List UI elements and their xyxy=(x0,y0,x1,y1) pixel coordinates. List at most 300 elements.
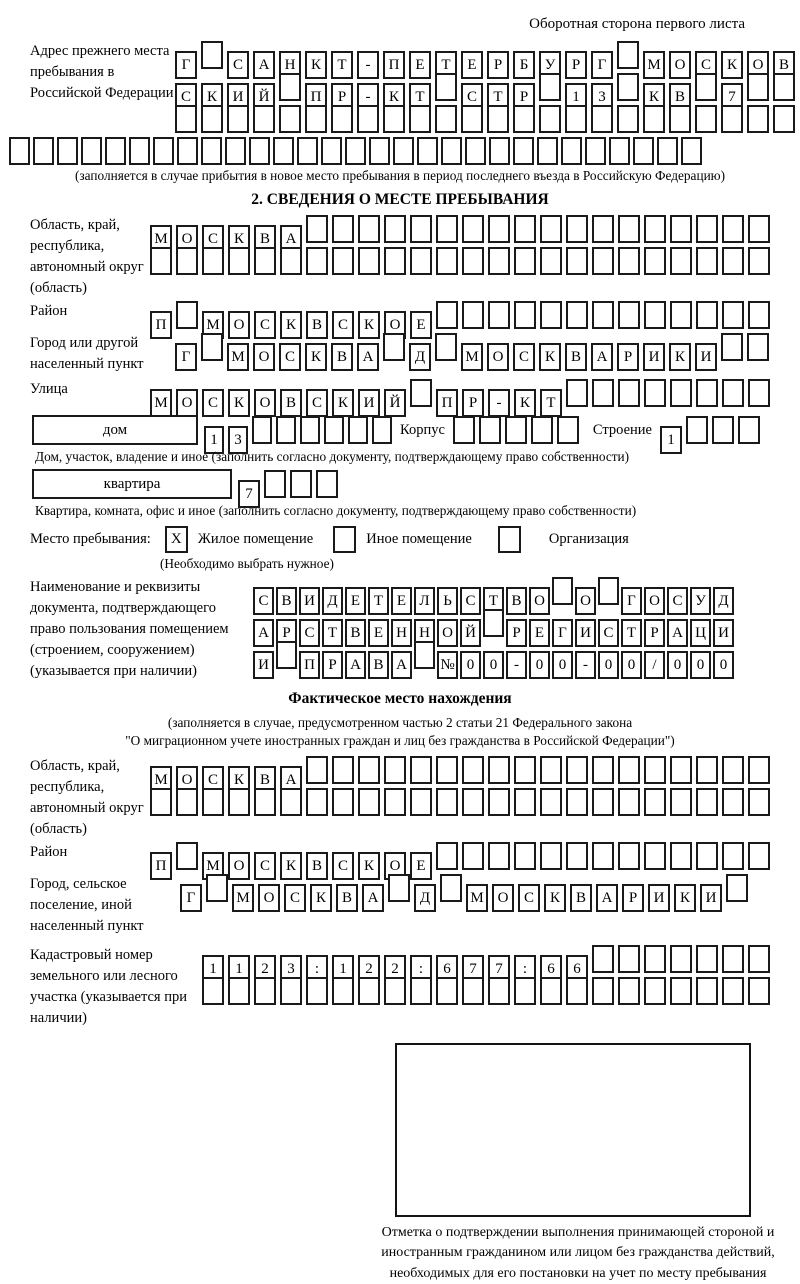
char-box[interactable]: О xyxy=(384,852,406,880)
char-box[interactable] xyxy=(462,788,484,816)
char-box[interactable]: 0 xyxy=(713,651,734,679)
char-box[interactable] xyxy=(773,73,795,101)
char-box[interactable]: М xyxy=(232,884,254,912)
char-box[interactable]: Е xyxy=(410,852,432,880)
checkbox-residential[interactable]: X xyxy=(165,526,188,553)
char-box[interactable] xyxy=(358,977,380,1005)
char-box[interactable]: С xyxy=(279,343,301,371)
char-box[interactable]: М xyxy=(227,343,249,371)
char-box[interactable] xyxy=(566,379,588,407)
char-box[interactable] xyxy=(462,977,484,1005)
char-box[interactable] xyxy=(540,977,562,1005)
char-box[interactable]: С xyxy=(254,852,276,880)
char-box[interactable] xyxy=(332,247,354,275)
char-box[interactable]: Т xyxy=(435,51,457,79)
char-box[interactable] xyxy=(726,874,748,902)
char-box[interactable]: А xyxy=(391,651,412,679)
char-box[interactable] xyxy=(453,416,475,444)
char-box[interactable]: С xyxy=(332,852,354,880)
char-box[interactable]: К xyxy=(305,51,327,79)
char-box[interactable]: У xyxy=(690,587,711,615)
char-box[interactable]: О xyxy=(487,343,509,371)
char-box[interactable] xyxy=(358,788,380,816)
char-box[interactable] xyxy=(273,137,294,165)
char-box[interactable] xyxy=(681,137,702,165)
char-box[interactable] xyxy=(150,247,172,275)
char-box[interactable] xyxy=(176,842,198,870)
char-box[interactable] xyxy=(201,105,223,133)
char-box[interactable] xyxy=(345,137,366,165)
char-box[interactable]: К xyxy=(643,83,665,111)
char-box[interactable] xyxy=(435,333,457,361)
char-box[interactable]: С xyxy=(306,389,328,417)
char-box[interactable]: Й xyxy=(460,619,481,647)
char-box[interactable]: С xyxy=(513,343,535,371)
char-box[interactable] xyxy=(206,874,228,902)
char-box[interactable]: М xyxy=(150,225,172,253)
char-box[interactable] xyxy=(537,137,558,165)
char-box[interactable]: И xyxy=(713,619,734,647)
char-box[interactable]: П xyxy=(383,51,405,79)
char-box[interactable]: : xyxy=(306,955,328,983)
char-box[interactable] xyxy=(332,977,354,1005)
char-box[interactable]: 0 xyxy=(621,651,642,679)
char-box[interactable] xyxy=(565,105,587,133)
char-box[interactable]: 1 xyxy=(228,955,250,983)
char-box[interactable] xyxy=(254,788,276,816)
char-box[interactable]: К xyxy=(310,884,332,912)
char-box[interactable]: Т xyxy=(483,587,504,615)
char-box[interactable] xyxy=(150,788,172,816)
char-box[interactable]: А xyxy=(362,884,384,912)
char-box[interactable]: В xyxy=(506,587,527,615)
char-box[interactable] xyxy=(712,416,734,444)
char-box[interactable] xyxy=(592,215,614,243)
char-box[interactable] xyxy=(252,416,272,444)
char-box[interactable] xyxy=(461,105,483,133)
char-box[interactable] xyxy=(290,470,312,498)
char-box[interactable] xyxy=(300,416,320,444)
char-box[interactable] xyxy=(618,945,640,973)
char-box[interactable] xyxy=(696,215,718,243)
char-box[interactable] xyxy=(384,215,406,243)
house-type-field[interactable]: дом xyxy=(32,415,198,445)
char-box[interactable] xyxy=(748,756,770,784)
char-box[interactable]: О xyxy=(669,51,691,79)
char-box[interactable] xyxy=(358,215,380,243)
char-box[interactable] xyxy=(436,842,458,870)
char-box[interactable]: А xyxy=(253,51,275,79)
char-box[interactable] xyxy=(306,756,328,784)
char-box[interactable]: С xyxy=(695,51,717,79)
char-box[interactable]: - xyxy=(506,651,527,679)
char-box[interactable]: Г xyxy=(621,587,642,615)
char-box[interactable] xyxy=(722,756,744,784)
char-box[interactable] xyxy=(436,301,458,329)
char-box[interactable]: Т xyxy=(331,51,353,79)
char-box[interactable]: О xyxy=(176,766,198,794)
char-box[interactable] xyxy=(436,247,458,275)
char-box[interactable]: А xyxy=(253,619,274,647)
char-box[interactable] xyxy=(227,105,249,133)
char-box[interactable] xyxy=(566,215,588,243)
char-box[interactable] xyxy=(384,977,406,1005)
char-box[interactable] xyxy=(722,842,744,870)
char-box[interactable] xyxy=(436,215,458,243)
char-box[interactable]: И xyxy=(695,343,717,371)
char-box[interactable] xyxy=(748,301,770,329)
char-box[interactable] xyxy=(722,977,744,1005)
char-box[interactable] xyxy=(384,788,406,816)
ownership-doc-row-2[interactable] xyxy=(253,609,736,641)
char-box[interactable] xyxy=(598,577,619,605)
char-box[interactable] xyxy=(435,73,457,101)
char-box[interactable]: О xyxy=(575,587,596,615)
char-box[interactable] xyxy=(324,416,344,444)
char-box[interactable] xyxy=(440,874,462,902)
char-box[interactable] xyxy=(722,945,744,973)
char-box[interactable] xyxy=(618,215,640,243)
char-box[interactable] xyxy=(514,842,536,870)
char-box[interactable] xyxy=(153,137,174,165)
prev-address-overflow-row[interactable] xyxy=(9,137,800,165)
char-box[interactable] xyxy=(369,137,390,165)
char-box[interactable] xyxy=(747,333,769,361)
char-box[interactable] xyxy=(462,301,484,329)
char-box[interactable] xyxy=(383,333,405,361)
char-box[interactable] xyxy=(280,977,302,1005)
char-box[interactable]: Т xyxy=(540,389,562,417)
char-box[interactable] xyxy=(539,73,561,101)
char-box[interactable] xyxy=(436,788,458,816)
char-box[interactable]: Д xyxy=(713,587,734,615)
char-box[interactable]: У xyxy=(539,51,561,79)
char-box[interactable]: Н xyxy=(279,51,301,79)
house-number-row[interactable] xyxy=(204,416,396,449)
char-box[interactable] xyxy=(617,41,639,69)
char-box[interactable] xyxy=(531,416,553,444)
char-box[interactable]: О xyxy=(253,343,275,371)
char-box[interactable]: 0 xyxy=(690,651,711,679)
char-box[interactable] xyxy=(488,247,510,275)
char-box[interactable]: С xyxy=(253,587,274,615)
char-box[interactable] xyxy=(748,379,770,407)
char-box[interactable]: Р xyxy=(462,389,484,417)
char-box[interactable] xyxy=(566,842,588,870)
char-box[interactable]: Е xyxy=(461,51,483,79)
char-box[interactable]: Г xyxy=(591,51,613,79)
char-box[interactable]: В xyxy=(254,225,276,253)
char-box[interactable] xyxy=(722,301,744,329)
char-box[interactable] xyxy=(514,215,536,243)
char-box[interactable]: 3 xyxy=(280,955,302,983)
char-box[interactable]: 7 xyxy=(488,955,510,983)
char-box[interactable] xyxy=(747,105,769,133)
char-box[interactable]: А xyxy=(596,884,618,912)
char-box[interactable] xyxy=(436,977,458,1005)
char-box[interactable]: И xyxy=(643,343,665,371)
char-box[interactable]: Г xyxy=(180,884,202,912)
char-box[interactable]: П xyxy=(305,83,327,111)
char-box[interactable] xyxy=(177,137,198,165)
char-box[interactable] xyxy=(228,788,250,816)
char-box[interactable]: 6 xyxy=(540,955,562,983)
char-box[interactable]: А xyxy=(591,343,613,371)
char-box[interactable] xyxy=(297,137,318,165)
char-box[interactable] xyxy=(670,945,692,973)
char-box[interactable]: Е xyxy=(391,587,412,615)
char-box[interactable]: Н xyxy=(414,619,435,647)
char-box[interactable]: С xyxy=(202,225,224,253)
char-box[interactable]: 6 xyxy=(436,955,458,983)
char-box[interactable]: К xyxy=(539,343,561,371)
char-box[interactable] xyxy=(249,137,270,165)
char-box[interactable] xyxy=(738,416,760,444)
factual-city-row[interactable] xyxy=(180,874,752,906)
char-box[interactable]: И xyxy=(575,619,596,647)
char-box[interactable] xyxy=(670,379,692,407)
char-box[interactable]: В xyxy=(368,651,389,679)
char-box[interactable]: К xyxy=(228,389,250,417)
char-box[interactable] xyxy=(566,301,588,329)
char-box[interactable]: О xyxy=(492,884,514,912)
char-box[interactable]: Л xyxy=(414,587,435,615)
char-box[interactable] xyxy=(540,842,562,870)
char-box[interactable] xyxy=(670,247,692,275)
char-box[interactable] xyxy=(176,301,198,329)
char-box[interactable] xyxy=(410,215,432,243)
char-box[interactable]: № xyxy=(437,651,458,679)
char-box[interactable] xyxy=(81,137,102,165)
char-box[interactable] xyxy=(748,977,770,1005)
char-box[interactable] xyxy=(644,788,666,816)
char-box[interactable] xyxy=(488,977,510,1005)
char-box[interactable]: О xyxy=(176,389,198,417)
char-box[interactable] xyxy=(633,137,654,165)
char-box[interactable] xyxy=(540,788,562,816)
char-box[interactable]: О xyxy=(228,311,250,339)
char-box[interactable] xyxy=(253,105,275,133)
char-box[interactable] xyxy=(748,842,770,870)
char-box[interactable]: К xyxy=(674,884,696,912)
char-box[interactable] xyxy=(539,105,561,133)
char-box[interactable] xyxy=(591,105,613,133)
char-box[interactable] xyxy=(410,756,432,784)
char-box[interactable]: В xyxy=(669,83,691,111)
char-box[interactable] xyxy=(566,756,588,784)
ownership-doc-row-1[interactable] xyxy=(253,577,736,609)
char-box[interactable]: - xyxy=(575,651,596,679)
char-box[interactable] xyxy=(644,945,666,973)
char-box[interactable]: Д xyxy=(414,884,436,912)
char-box[interactable]: О xyxy=(176,225,198,253)
char-box[interactable]: П xyxy=(436,389,458,417)
char-box[interactable] xyxy=(696,379,718,407)
char-box[interactable] xyxy=(305,105,327,133)
char-box[interactable] xyxy=(618,842,640,870)
char-box[interactable]: С xyxy=(227,51,249,79)
char-box[interactable]: С xyxy=(254,311,276,339)
char-box[interactable] xyxy=(644,842,666,870)
char-box[interactable]: К xyxy=(669,343,691,371)
char-box[interactable]: К xyxy=(201,83,223,111)
char-box[interactable] xyxy=(592,301,614,329)
char-box[interactable]: - xyxy=(488,389,510,417)
char-box[interactable]: К xyxy=(383,83,405,111)
char-box[interactable] xyxy=(410,977,432,1005)
char-box[interactable] xyxy=(561,137,582,165)
char-box[interactable]: К xyxy=(721,51,743,79)
char-box[interactable]: Ц xyxy=(690,619,711,647)
char-box[interactable]: Й xyxy=(384,389,406,417)
char-box[interactable]: С xyxy=(667,587,688,615)
factual-district-row[interactable] xyxy=(150,842,774,874)
char-box[interactable] xyxy=(585,137,606,165)
char-box[interactable] xyxy=(254,977,276,1005)
char-box[interactable] xyxy=(686,416,708,444)
char-box[interactable] xyxy=(441,137,462,165)
char-box[interactable]: К xyxy=(358,311,380,339)
char-box[interactable]: - xyxy=(357,83,379,111)
korpus-row[interactable] xyxy=(453,416,583,444)
char-box[interactable]: 1 xyxy=(202,955,224,983)
char-box[interactable] xyxy=(410,379,432,407)
char-box[interactable]: В xyxy=(306,311,328,339)
char-box[interactable] xyxy=(696,247,718,275)
ownership-doc-row-3[interactable] xyxy=(253,641,736,673)
char-box[interactable]: Р xyxy=(331,83,353,111)
char-box[interactable] xyxy=(722,788,744,816)
char-box[interactable] xyxy=(384,247,406,275)
char-box[interactable]: 2 xyxy=(254,955,276,983)
char-box[interactable] xyxy=(618,788,640,816)
char-box[interactable] xyxy=(483,609,504,637)
char-box[interactable]: П xyxy=(150,852,172,880)
char-box[interactable] xyxy=(552,577,573,605)
char-box[interactable] xyxy=(557,416,579,444)
char-box[interactable]: В xyxy=(565,343,587,371)
char-box[interactable] xyxy=(514,247,536,275)
char-box[interactable] xyxy=(201,137,222,165)
char-box[interactable] xyxy=(514,756,536,784)
char-box[interactable] xyxy=(358,247,380,275)
char-box[interactable]: В xyxy=(331,343,353,371)
char-box[interactable]: Е xyxy=(410,311,432,339)
char-box[interactable] xyxy=(331,105,353,133)
char-box[interactable] xyxy=(514,977,536,1005)
char-box[interactable] xyxy=(202,977,224,1005)
char-box[interactable] xyxy=(644,379,666,407)
char-box[interactable]: Т xyxy=(621,619,642,647)
char-box[interactable]: / xyxy=(644,651,665,679)
char-box[interactable] xyxy=(670,788,692,816)
char-box[interactable] xyxy=(540,301,562,329)
char-box[interactable]: Р xyxy=(644,619,665,647)
char-box[interactable] xyxy=(175,105,197,133)
char-box[interactable]: А xyxy=(280,225,302,253)
char-box[interactable] xyxy=(618,301,640,329)
char-box[interactable] xyxy=(410,788,432,816)
char-box[interactable]: С xyxy=(202,389,224,417)
char-box[interactable]: И xyxy=(700,884,722,912)
char-box[interactable] xyxy=(617,105,639,133)
char-box[interactable] xyxy=(670,301,692,329)
char-box[interactable]: Р xyxy=(322,651,343,679)
char-box[interactable]: Ь xyxy=(437,587,458,615)
char-box[interactable] xyxy=(487,105,509,133)
char-box[interactable]: 0 xyxy=(667,651,688,679)
char-box[interactable]: Р xyxy=(617,343,639,371)
char-box[interactable]: Е xyxy=(368,619,389,647)
char-box[interactable] xyxy=(388,874,410,902)
char-box[interactable] xyxy=(670,756,692,784)
char-box[interactable] xyxy=(618,756,640,784)
char-box[interactable] xyxy=(410,247,432,275)
char-box[interactable] xyxy=(722,215,744,243)
char-box[interactable] xyxy=(409,105,431,133)
char-box[interactable]: Д xyxy=(322,587,343,615)
char-box[interactable] xyxy=(670,215,692,243)
char-box[interactable]: Г xyxy=(552,619,573,647)
char-box[interactable] xyxy=(566,977,588,1005)
char-box[interactable]: К xyxy=(544,884,566,912)
char-box[interactable] xyxy=(696,301,718,329)
char-box[interactable] xyxy=(129,137,150,165)
char-box[interactable]: Р xyxy=(506,619,527,647)
char-box[interactable] xyxy=(748,247,770,275)
char-box[interactable] xyxy=(279,73,301,101)
char-box[interactable] xyxy=(321,137,342,165)
char-box[interactable]: Е xyxy=(529,619,550,647)
char-box[interactable]: К xyxy=(280,311,302,339)
char-box[interactable]: - xyxy=(357,51,379,79)
char-box[interactable]: Т xyxy=(368,587,389,615)
char-box[interactable] xyxy=(513,137,534,165)
char-box[interactable] xyxy=(228,247,250,275)
char-box[interactable] xyxy=(696,977,718,1005)
char-box[interactable] xyxy=(306,247,328,275)
char-box[interactable] xyxy=(462,247,484,275)
char-box[interactable]: С xyxy=(460,587,481,615)
char-box[interactable]: К xyxy=(228,766,250,794)
char-box[interactable] xyxy=(489,137,510,165)
prev-address-row-1[interactable] xyxy=(175,41,799,73)
char-box[interactable]: С xyxy=(175,83,197,111)
char-box[interactable] xyxy=(254,247,276,275)
char-box[interactable]: О xyxy=(254,389,276,417)
char-box[interactable] xyxy=(540,215,562,243)
char-box[interactable]: С xyxy=(461,83,483,111)
char-box[interactable] xyxy=(201,333,223,361)
char-box[interactable] xyxy=(414,641,435,669)
char-box[interactable] xyxy=(462,215,484,243)
char-box[interactable] xyxy=(417,137,438,165)
char-box[interactable] xyxy=(696,945,718,973)
char-box[interactable] xyxy=(748,215,770,243)
char-box[interactable] xyxy=(488,215,510,243)
char-box[interactable]: О xyxy=(747,51,769,79)
char-box[interactable] xyxy=(462,756,484,784)
cadastral-row-1[interactable] xyxy=(202,945,774,977)
char-box[interactable] xyxy=(618,247,640,275)
char-box[interactable] xyxy=(566,788,588,816)
char-box[interactable] xyxy=(279,105,301,133)
char-box[interactable] xyxy=(592,977,614,1005)
char-box[interactable] xyxy=(479,416,501,444)
char-box[interactable] xyxy=(644,756,666,784)
char-box[interactable]: 0 xyxy=(460,651,481,679)
char-box[interactable]: Р xyxy=(487,51,509,79)
